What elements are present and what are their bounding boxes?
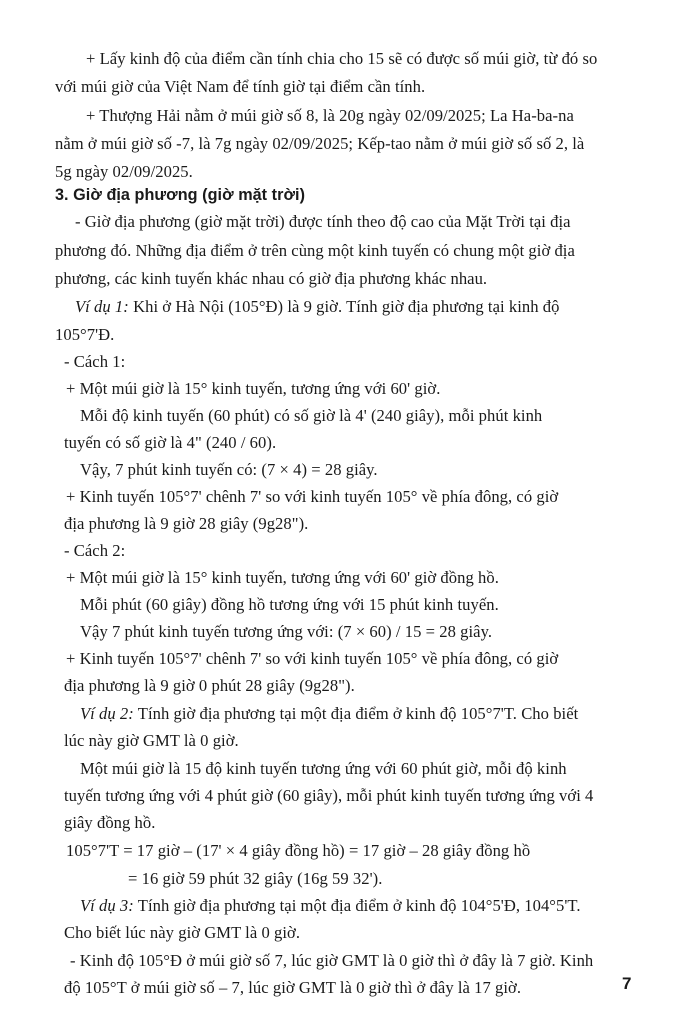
paragraph-line: Mỗi độ kinh tuyến (60 phút) có số giờ là 4' (240 giây), mỗi phút kinh (80, 406, 543, 425)
example-2-line (80, 703, 578, 725)
paragraph-line: Một múi giờ là 15 độ kinh tuyến tương ứng với 60 phút giờ, mỗi độ kinh (80, 759, 567, 778)
paragraph-line: địa phương là 9 giờ 28 giây (9g28"). (64, 514, 309, 533)
example-2-label: Ví dụ 2: (80, 704, 134, 723)
paragraph-line: Cho biết lúc này giờ GMT là 0 giờ. (64, 923, 301, 942)
paragraph-line: nằm ở múi giờ số -7, là 7g ngày 02/09/2025; Kếp-tao nằm ở múi giờ số số 2, là (55, 134, 585, 153)
paragraph-line: phương, các kinh tuyến khác nhau có giờ địa phương khác nhau. (55, 269, 488, 288)
paragraph-line: 5g ngày 02/09/2025. (55, 162, 193, 181)
example-3-text: Tính giờ địa phương tại một địa điểm ở kinh độ 104°5'Đ, 104°5'T. (133, 896, 581, 915)
method-label: - Cách 1: (64, 352, 126, 371)
paragraph-line: + Kinh tuyến 105°7' chênh 7' so với kinh tuyến 105° về phía đông, có giờ (66, 649, 559, 668)
paragraph-line: Vậy 7 phút kinh tuyến tương ứng với: (7 × 60) / 15 = 28 giây. (80, 622, 493, 641)
paragraph-line: giây đồng hồ. (64, 813, 156, 832)
paragraph-line: tuyến có số giờ là 4" (240 / 60). (64, 433, 277, 452)
paragraph-line: + Thượng Hải nằm ở múi giờ số 8, là 20g ngày 02/09/2025; La Ha-ba-na (86, 106, 574, 125)
example-1-label: Ví dụ 1: (75, 297, 129, 316)
paragraph-line: với múi giờ của Việt Nam để tính giờ tại điểm cần tính. (55, 77, 426, 96)
method-label: - Cách 2: (64, 541, 126, 560)
example-3-label: Ví dụ 3: (80, 896, 134, 915)
section-heading: 3. Giờ địa phương (giờ mặt trời) (55, 186, 306, 204)
example-1-text: Khi ở Hà Nội (105°Đ) là 9 giờ. Tính giờ địa phương tại kinh độ (128, 297, 560, 316)
example-3-line (80, 895, 581, 917)
paragraph-line: + Một múi giờ là 15° kinh tuyến, tương ứng với 60' giờ. (66, 379, 441, 398)
paragraph-line: lúc này giờ GMT là 0 giờ. (64, 731, 239, 750)
paragraph-line: + Kinh tuyến 105°7' chênh 7' so với kinh tuyến 105° về phía đông, có giờ (66, 487, 559, 506)
paragraph-line: + Lấy kinh độ của điểm cần tính chia cho 15 sẽ có được số múi giờ, từ đó so (86, 49, 598, 68)
paragraph-line: độ 105°T ở múi giờ số – 7, lúc giờ GMT là 0 giờ thì ở đây là 17 giờ. (64, 978, 522, 997)
paragraph-line: phương đó. Những địa điểm ở trên cùng một kinh tuyến có chung một giờ địa (55, 241, 575, 260)
paragraph-line: - Giờ địa phương (giờ mặt trời) được tính theo độ cao của Mặt Trời tại địa (75, 212, 571, 231)
paragraph-line: + Một múi giờ là 15° kinh tuyến, tương ứng với 60' giờ đồng hồ. (66, 568, 499, 587)
paragraph-line: địa phương là 9 giờ 0 phút 28 giây (9g28"). (64, 676, 355, 695)
example-2-text: Tính giờ địa phương tại một địa điểm ở kinh độ 105°7'T. Cho biết (133, 704, 579, 723)
formula-line: 105°7'T = 17 giờ – (17' × 4 giây đồng hồ) = 17 giờ – 28 giây đồng hồ (66, 841, 531, 860)
paragraph-line: Vậy, 7 phút kinh tuyến có: (7 × 4) = 28 giây. (80, 460, 378, 479)
paragraph-line: 105°7'Đ. (55, 325, 115, 344)
paragraph-line: Mỗi phút (60 giây) đồng hồ tương ứng với 15 phút kinh tuyến. (80, 595, 499, 614)
example-1-line (75, 296, 559, 318)
paragraph-line: tuyến tương ứng với 4 phút giờ (60 giây), mỗi phút kinh tuyến tương ứng với 4 (64, 786, 594, 805)
page-number: 7 (622, 974, 632, 993)
paragraph-line: - Kinh độ 105°Đ ở múi giờ số 7, lúc giờ GMT là 0 giờ thì ở đây là 7 giờ. Kinh (70, 951, 594, 970)
formula-line: = 16 giờ 59 phút 32 giây (16g 59 32'). (128, 869, 383, 888)
